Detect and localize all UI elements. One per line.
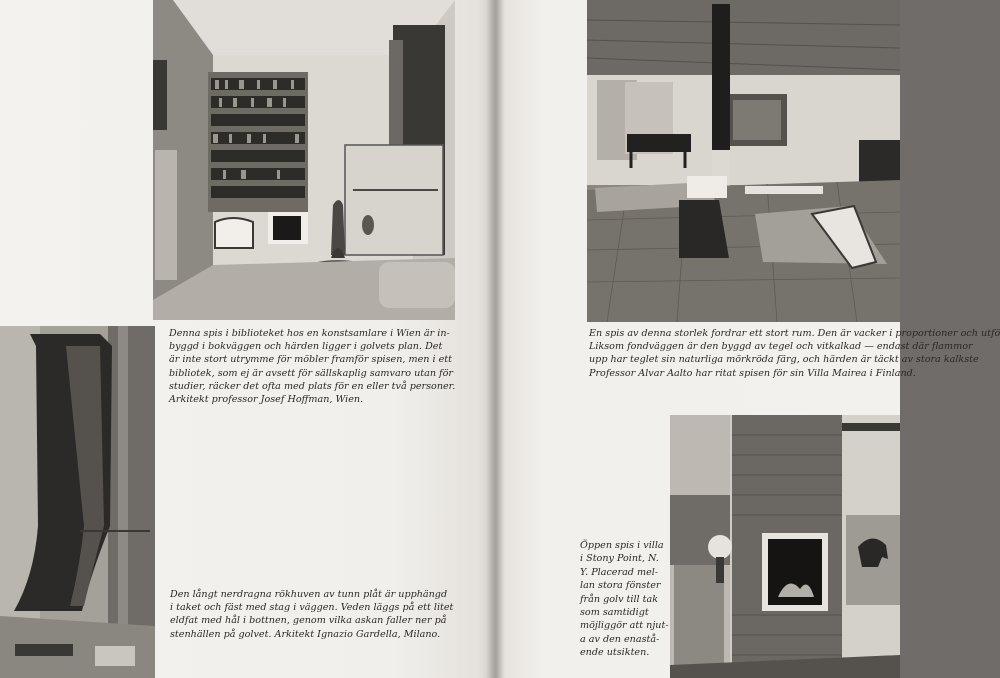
caption-hanging-hood — [170, 588, 454, 641]
photo-villa-mairea — [587, 0, 900, 322]
caption-line: är inte stort utrymme för möbler framför spisen, men i ett — [169, 354, 452, 366]
caption-line: ende utsikten. — [580, 647, 650, 659]
caption-line: a av den enastå- — [580, 633, 660, 645]
caption-line: byggd i bokväggen och härden ligger i golvets plan. Det — [169, 341, 443, 353]
caption-line: möjliggör att njut- — [580, 620, 669, 632]
caption-line: Den långt nerdragna rökhuven av tunn plåt är upphängd — [170, 589, 448, 600]
caption-line: eldfat med hål i bottnen, genom vilka askan faller ner på — [170, 615, 447, 627]
caption-line: lan stora fönster — [580, 580, 661, 592]
caption-line: Arkitekt professor Josef Hoffman, Wien. — [169, 394, 364, 406]
caption-line: Öppen spis i villa — [580, 540, 664, 551]
caption-line: studier, räcker det ofta med plats för en eller två personer. — [169, 380, 456, 392]
caption-line: i taket och fäst med stag i väggen. Veden läggs på ett litet — [170, 602, 454, 614]
photo-library-fireplace — [153, 0, 455, 320]
caption-line: som samtidigt — [580, 607, 649, 619]
caption-line: Denna spis i biblioteket hos en konstsamlare i Wien är in- — [169, 328, 450, 339]
caption-library-fireplace — [169, 327, 456, 406]
caption-line: bibliotek, som ej är avsett för sällskaplig samvaro utan för — [169, 367, 453, 379]
photo-hanging-hood — [0, 326, 155, 678]
caption-villa-mairea — [589, 327, 1000, 380]
caption-stony-point — [580, 539, 669, 660]
caption-line: från golv till tak — [580, 593, 659, 605]
caption-line: Professor Alvar Aalto har ritat spisen för sin Villa Mairea i Finland. — [589, 367, 916, 379]
caption-line: Y. Placerad mel- — [580, 566, 659, 578]
photo-stony-point — [670, 415, 900, 678]
book-gutter — [486, 0, 504, 678]
caption-line: i Stony Point, N. — [580, 553, 659, 565]
caption-line: stenhällen på golvet. Arkitekt Ignazio Gardella, Milano. — [170, 628, 441, 640]
caption-line: upp har teglet sin naturliga mörkröda färg, och härden är täckt av stora kalkste — [589, 354, 979, 366]
caption-line: Liksom fondväggen är den byggd av tegel och vitkalkad — endast där flammor — [589, 341, 973, 353]
caption-line: En spis av denna storlek fordrar ett stort rum. Den är vacker i proportioner och utfö — [589, 328, 1000, 339]
